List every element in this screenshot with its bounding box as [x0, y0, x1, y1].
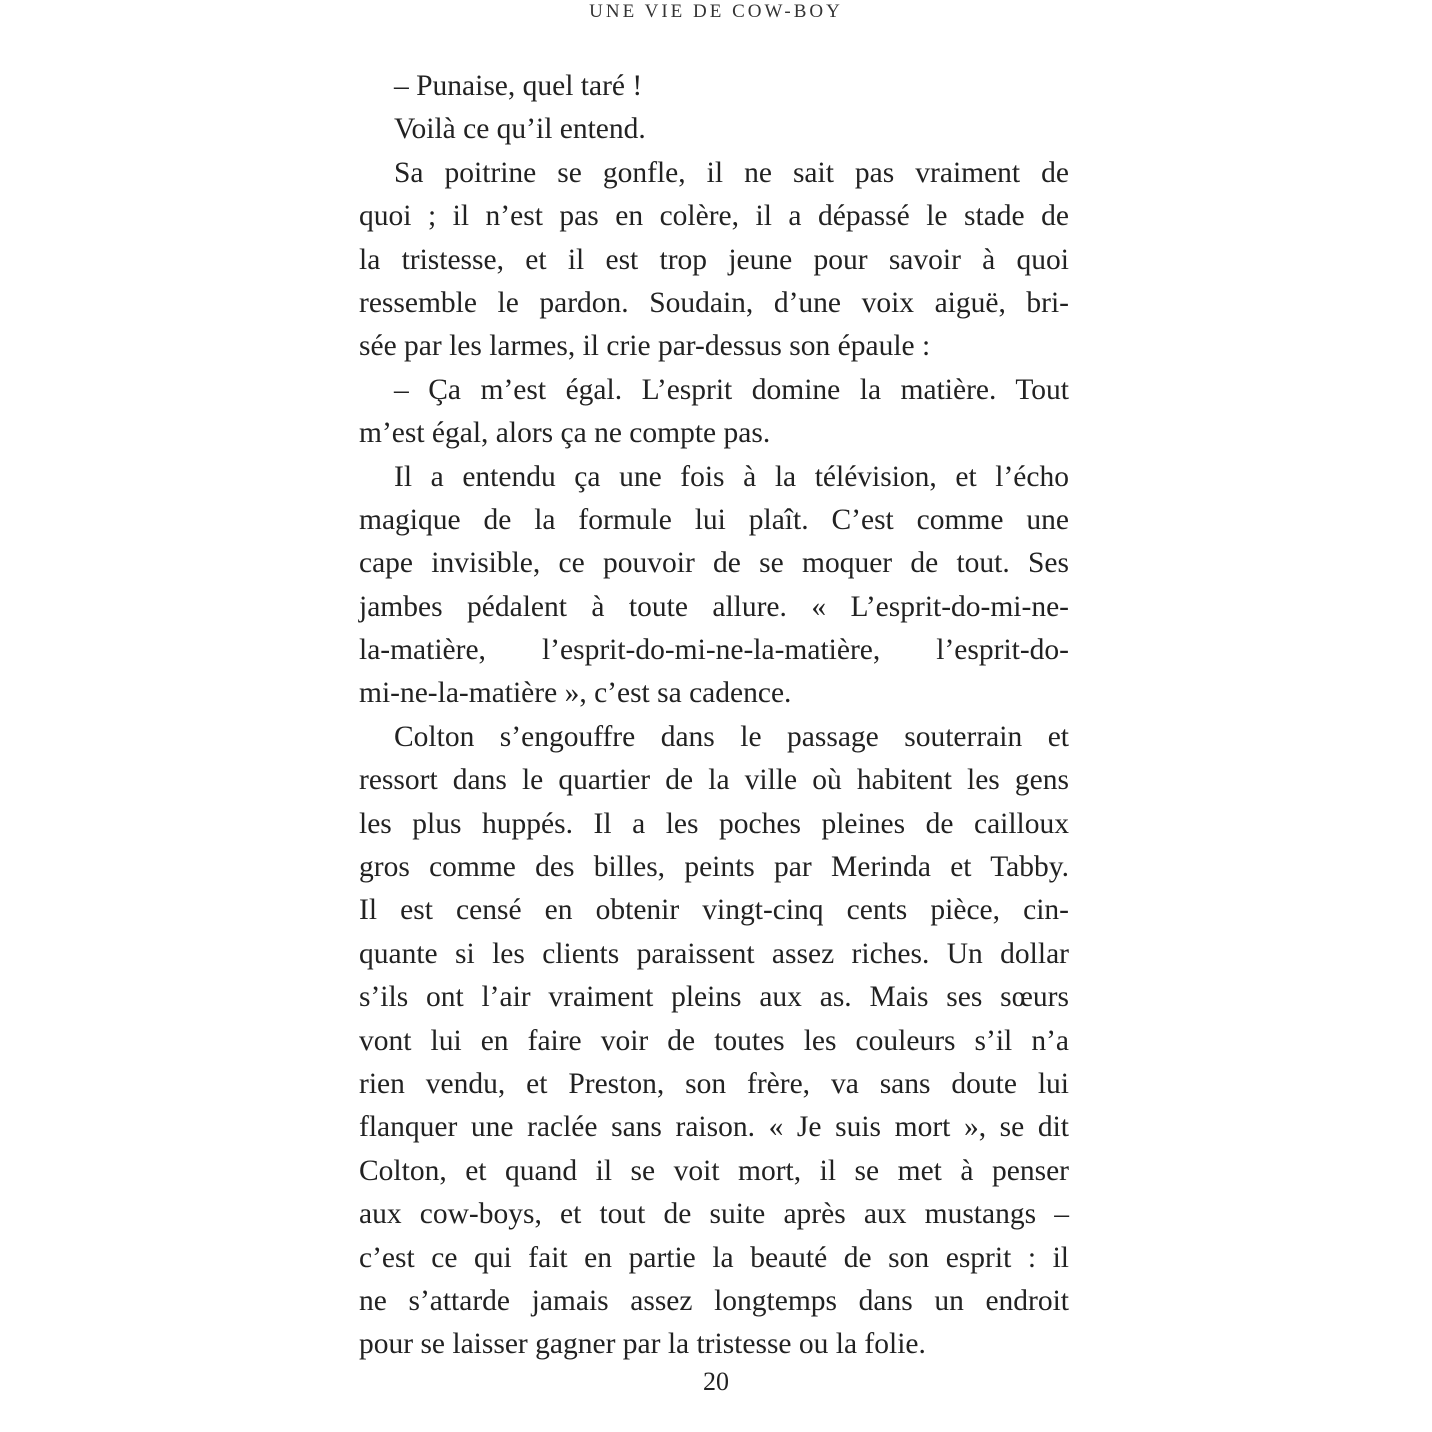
text-line: ne s’attarde jamais assez longtemps dans un endroit: [359, 1284, 1069, 1317]
text-line: flanquer une raclée sans raison. « Je suis mort », se dit: [359, 1111, 1069, 1144]
text-line: mi-ne-la-matière », c’est sa cadence.: [359, 677, 792, 710]
text-line: Colton, et quand il se voit mort, il se met à penser: [359, 1154, 1069, 1187]
text-line: quoi ; il n’est pas en colère, il a dépassé le stade de: [359, 200, 1069, 233]
text-line: Colton s’engouffre dans le passage souterrain et: [394, 720, 1069, 753]
text-line: Sa poitrine se gonfle, il ne sait pas vraiment de: [394, 156, 1069, 189]
text-line: s’ils ont l’air vraiment pleins aux as. Mais ses sœurs: [359, 981, 1069, 1014]
text-line: les plus huppés. Il a les poches pleines de cailloux: [359, 807, 1069, 840]
text-line: vont lui en faire voir de toutes les couleurs s’il n’a: [359, 1024, 1069, 1057]
text-line: la tristesse, et il est trop jeune pour savoir à quoi: [359, 243, 1069, 276]
text-line: Il a entendu ça une fois à la télévision, et l’écho: [394, 460, 1069, 493]
page-number: 20: [703, 1367, 729, 1396]
running-head: UNE VIE DE COW-BOY: [589, 1, 843, 22]
text-line: cape invisible, ce pouvoir de se moquer de tout. Ses: [359, 547, 1069, 580]
text-line: Voilà ce qu’il entend.: [394, 113, 646, 146]
text-line: la-matière, l’esprit-do-mi-ne-la-matière, l’esprit-do-: [359, 634, 1069, 667]
text-line: Il est censé en obtenir vingt-cinq cents pièce, cin-: [359, 894, 1069, 927]
text-line: rien vendu, et Preston, son frère, va sans doute lui: [359, 1067, 1069, 1100]
text-line: gros comme des billes, peints par Merinda et Tabby.: [359, 851, 1069, 884]
body-text: [359, 65, 1069, 1367]
text-line: aux cow-boys, et tout de suite après aux mustangs –: [359, 1198, 1069, 1231]
text-line: m’est égal, alors ça ne compte pas.: [359, 417, 771, 450]
text-line: – Punaise, quel taré !: [394, 70, 643, 102]
text-line: jambes pédalent à toute allure. « L’esprit-do-mi-ne-: [359, 590, 1069, 623]
text-line: c’est ce qui fait en partie la beauté de son esprit : il: [359, 1241, 1069, 1274]
text-line: ressort dans le quartier de la ville où habitent les gens: [359, 764, 1069, 797]
text-line: ressemble le pardon. Soudain, d’une voix aiguë, bri-: [359, 286, 1069, 319]
text-line: sée par les larmes, il crie par-dessus son épaule :: [359, 330, 931, 363]
text-line: – Ça m’est égal. L’esprit domine la matière. Tout: [394, 373, 1069, 406]
text-line: pour se laisser gagner par la tristesse ou la folie.: [359, 1328, 926, 1361]
text-line: quante si les clients paraissent assez riches. Un dollar: [359, 937, 1069, 970]
text-line: magique de la formule lui plaît. C’est comme une: [359, 503, 1069, 536]
